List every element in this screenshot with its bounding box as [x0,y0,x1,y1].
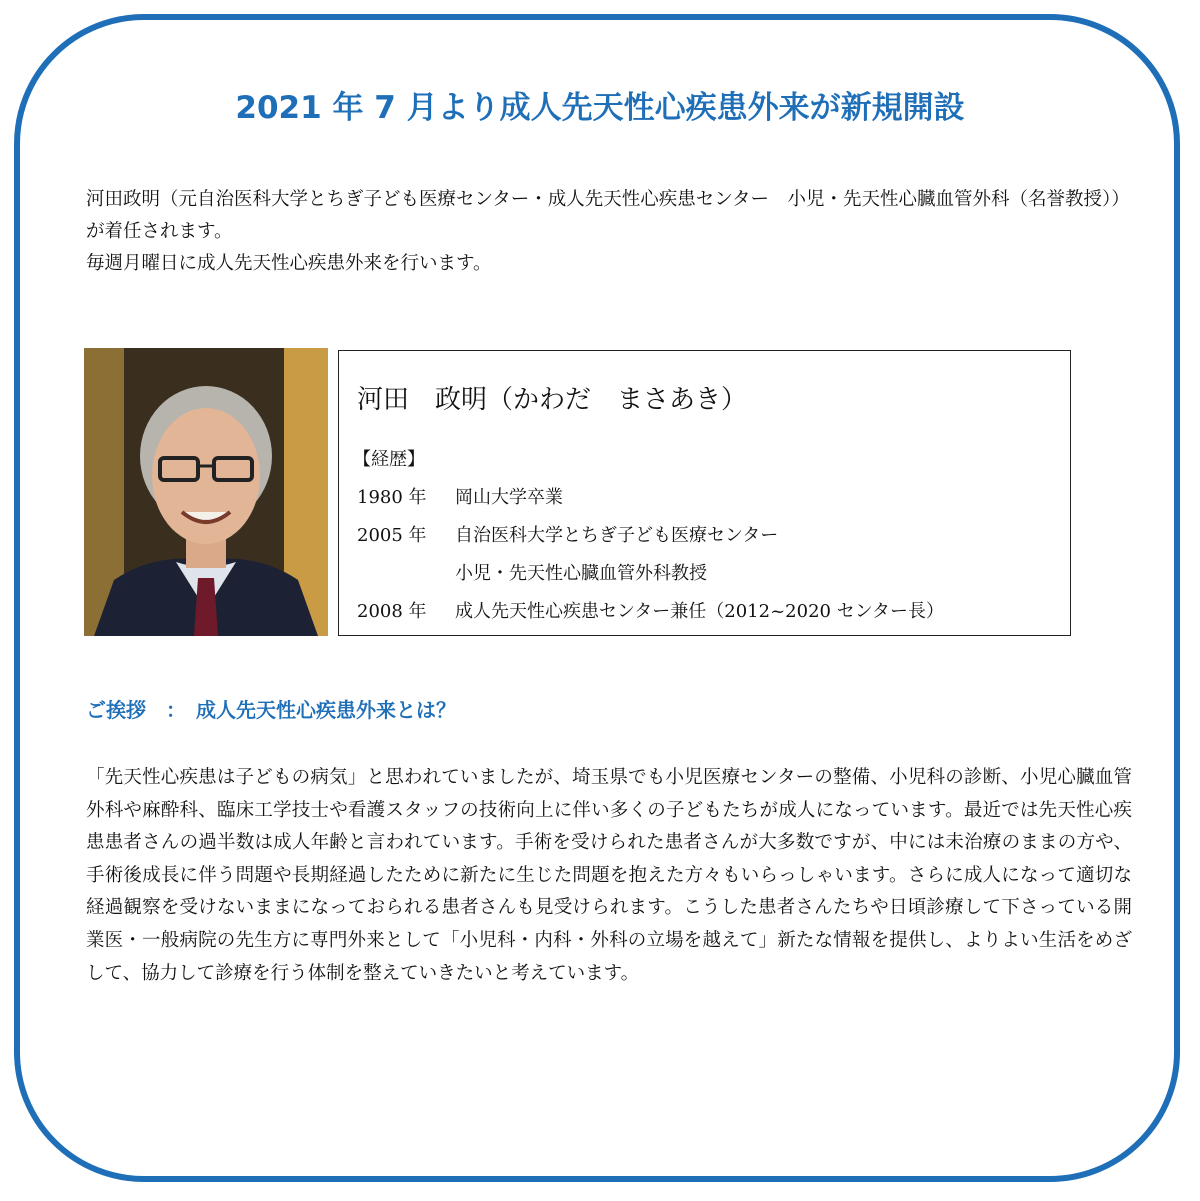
page-title: 2021 年 7 月より成人先天性心疾患外来が新規開設 [235,90,965,126]
doctor-portrait-photo [84,348,328,636]
career-year: 1980 年 [357,487,427,508]
greeting-heading: ご挨拶 ： 成人先天性心疾患外来とは？ [86,698,456,722]
bio-box [338,350,1071,636]
career-text: 成人先天性心疾患センター兼任（2012~2020 センター長） [455,601,944,622]
doctor-name: 河田 政明（かわだ まさあき） [357,385,748,415]
career-entry [357,521,778,547]
career-year: 2005 年 [357,525,427,546]
intro-text [86,184,1146,280]
portrait-illustration-icon [84,348,328,636]
career-entry [357,483,563,509]
intro-line-1: 河田政明（元自治医科大学とちぎ子ども医療センター・成人先天性心疾患センター 小児・先天性心臓血管外科（名誉教授））が着任されます。 [86,189,1130,242]
career-text: 小児・先天性心臓血管外科教授 [455,563,707,584]
career-label: 【経歴】 [353,449,425,470]
career-year: 2008 年 [357,601,427,622]
greeting-body-text: 「先天性心疾患は子どもの病気」と思われていましたが、埼玉県でも小児医療センターの整備、小児科の診断、小児心臓血管外科や麻酔科、臨床工学技士や看護スタッフの技術向上に伴い多くの子どもたちが成人になっています。最近では先天性心疾患患者さんの過半数は成人年齢と言われています。手術を受けられた患者さんが大多数ですが、中には未治療のままの方や、手術後成長に伴う問題や長期経過したために新たに生じた問題を抱えた方々もいらっしゃいます。さらに成人になって適切な経過観察を受けないままになっておられる患者さんも見受けられます。こうした患者さんたちや日頃診療して下さっている開業医・一般病院の先生方に専門外来として「小児科・内科・外科の立場を越えて」新たな情報を提供し、よりよい生活をめざして、協力して診療を行う体制を整えていきたいと考えています。 [86,767,1132,984]
career-text: 岡山大学卒業 [455,487,563,508]
career-text: 自治医科大学とちぎ子ども医療センター [455,525,779,546]
intro-line-2: 毎週月曜日に成人先天性心疾患外来を行います。 [86,253,492,274]
career-entry [357,597,944,623]
career-entry [357,559,707,585]
